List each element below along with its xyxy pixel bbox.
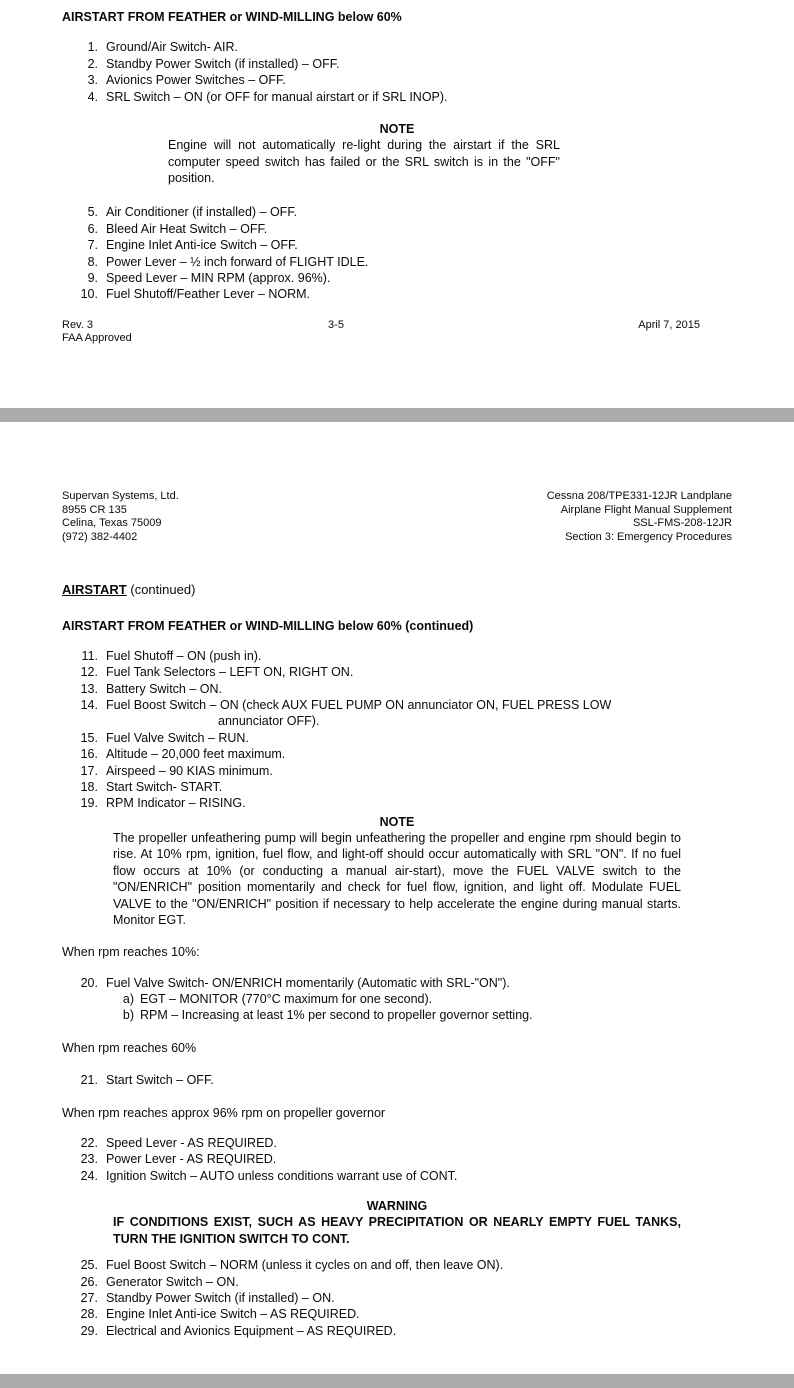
checklist-item — [62, 1274, 732, 1290]
when-rpm-96: When rpm reaches approx 96% rpm on propeller governor — [62, 1105, 386, 1120]
checklist-item — [62, 204, 732, 220]
checklist-item — [62, 664, 732, 680]
item-text: Generator Switch – ON. — [106, 1274, 239, 1289]
header-line: Supervan Systems, Ltd. — [62, 490, 179, 502]
section-title — [62, 581, 732, 598]
item-number: 24. — [80, 1168, 98, 1183]
item-number: 14. — [80, 698, 98, 713]
header-line: Celina, Texas 75009 — [62, 517, 162, 530]
sub-item-text: RPM – Increasing at least 1% per second to propeller governor setting. — [140, 1008, 533, 1023]
warning-body: IF CONDITIONS EXIST, SUCH AS HEAVY PRECIPITATION OR NEARLY EMPTY FUEL TANKS, TURN THE IGNITION SWITCH TO CONT. — [113, 1215, 681, 1246]
checklist-5-10 — [62, 204, 732, 302]
checklist-item — [62, 648, 732, 664]
checklist-item — [62, 746, 732, 762]
item-number: 13. — [80, 681, 98, 696]
page-divider — [0, 408, 794, 422]
item-text: Altitude – 20,000 feet maximum. — [106, 747, 286, 762]
item-number: 10. — [80, 287, 98, 302]
header-line: 8955 CR 135 — [62, 503, 127, 516]
item-text: Power Lever - AS REQUIRED. — [106, 1152, 277, 1167]
item-number: 19. — [80, 796, 98, 811]
section-title-suffix: (continued) — [126, 581, 196, 597]
note-block-2 — [62, 814, 732, 929]
checklist-item — [62, 1168, 732, 1184]
warning-block — [62, 1198, 732, 1247]
page-divider-bottom — [0, 1374, 794, 1388]
when-rpm-60: When rpm reaches 60% — [62, 1040, 197, 1055]
page-header — [62, 490, 732, 545]
checklist-item — [62, 1072, 732, 1088]
item-number: 23. — [80, 1152, 98, 1167]
checklist-item — [62, 1257, 732, 1273]
checklist-item — [62, 681, 732, 697]
revision-label: Rev. 3 — [62, 318, 93, 331]
sub-item-text: EGT – MONITOR (770°C maximum for one second). — [140, 992, 433, 1007]
checklist-item — [62, 730, 732, 746]
item-text: Power Lever – ½ inch forward of FLIGHT IDLE. — [106, 254, 369, 269]
item-text: Avionics Power Switches – OFF. — [106, 73, 286, 88]
checklist-item — [62, 72, 732, 88]
item-text: Standby Power Switch (if installed) – ON. — [106, 1290, 335, 1305]
checklist-item — [62, 89, 732, 105]
checklist-item — [62, 39, 732, 55]
header-line: SSL-FMS-208-12JR — [632, 517, 732, 530]
item-number: 3. — [87, 73, 98, 88]
checklist-21 — [62, 1072, 732, 1088]
checklist-item — [62, 975, 732, 991]
item-number: 25. — [80, 1258, 98, 1273]
item-text: Battery Switch – ON. — [106, 681, 223, 696]
checklist-item — [62, 286, 732, 302]
checklist-1-4 — [62, 39, 732, 105]
item-number: 21. — [80, 1073, 98, 1088]
item-text: Ground/Air Switch- AIR. — [106, 40, 238, 55]
page-footer — [62, 319, 732, 347]
item-number: 15. — [80, 730, 98, 745]
item-text: Speed Lever – MIN RPM (approx. 96%). — [106, 270, 331, 285]
item-text: SRL Switch – ON (or OFF for manual airstart or if SRL INOP). — [106, 89, 448, 104]
checklist-item — [62, 795, 732, 811]
checklist-item — [62, 254, 732, 270]
item-number: 16. — [80, 747, 98, 762]
checklist-22-24 — [62, 1135, 732, 1184]
item-number: 12. — [80, 665, 98, 680]
item-number: 7. — [87, 238, 98, 253]
item-number: 18. — [80, 779, 98, 794]
when-rpm-10: When rpm reaches 10%: — [62, 945, 200, 960]
note-block — [62, 121, 732, 187]
checklist-item — [62, 763, 732, 779]
note-body: The propeller unfeathering pump will begin unfeathering the propeller and engine rpm should begin to rise. At 10% rpm, ignition, fuel flow, and light-off should occur automatically with SRL "ON". If no fuel flow occurs at 10% (or conducting a manual air-start), move the FUEL VALVE switch to the "ON/ENRICH" position momentarily and check for fuel flow, ignition, and light off. Modulate FUEL VALVE to the "ON/ENRICH" position if necessary to help accelerate the engine during manual starts. Monitor EGT. — [113, 831, 681, 927]
checklist-item — [62, 779, 732, 795]
item-number: 27. — [80, 1290, 98, 1305]
company-address — [62, 490, 179, 545]
checklist-item — [62, 270, 732, 286]
sub-item — [114, 1007, 732, 1023]
sub-item-letter: a) — [122, 992, 134, 1007]
note-body: Engine will not automatically re-light during the airstart if the SRL computer speed switch has failed or the SRL switch is in the "OFF" position. — [168, 138, 560, 185]
item-text: Ignition Switch – AUTO unless conditions warrant use of CONT. — [106, 1168, 458, 1183]
item-text: Fuel Valve Switch – RUN. — [106, 730, 249, 745]
sub-item-letter: b) — [122, 1008, 134, 1023]
document-reference — [547, 490, 732, 545]
item-text: Fuel Shutoff – ON (push in). — [106, 648, 262, 663]
item-number: 29. — [80, 1323, 98, 1338]
header-line: Section 3: Emergency Procedures — [565, 530, 732, 543]
item-text: Start Switch – OFF. — [106, 1073, 214, 1088]
page-number: 3-5 — [328, 318, 344, 331]
item-number: 4. — [87, 89, 98, 104]
item-text: Fuel Tank Selectors – LEFT ON, RIGHT ON. — [106, 665, 354, 680]
checklist-item — [62, 221, 732, 237]
checklist-item — [62, 1290, 732, 1306]
item-number: 5. — [87, 205, 98, 220]
sublist-a-b — [114, 991, 732, 1024]
checklist-25-29 — [62, 1257, 732, 1339]
item-text: Start Switch- START. — [106, 779, 223, 794]
warning-title: WARNING — [366, 1199, 428, 1214]
item-text: Fuel Valve Switch- ON/ENRICH momentarily (Automatic with SRL-"ON"). — [106, 975, 510, 990]
item-number: 8. — [87, 254, 98, 269]
item-number: 22. — [80, 1135, 98, 1150]
page-2 — [0, 422, 794, 1339]
footer-date: April 7, 2015 — [638, 318, 701, 331]
item-text: Engine Inlet Anti-ice Switch – AS REQUIRED. — [106, 1307, 360, 1322]
section-title-main: AIRSTART — [62, 581, 127, 597]
checklist-item — [62, 1151, 732, 1167]
header-line: (972) 382-4402 — [62, 530, 138, 543]
item-text: Fuel Shutoff/Feather Lever – NORM. — [106, 287, 311, 302]
item-number: 20. — [80, 975, 98, 990]
checklist-item — [62, 56, 732, 72]
item-text: Engine Inlet Anti-ice Switch – OFF. — [106, 238, 298, 253]
note-title: NOTE — [379, 121, 415, 136]
item-text: Speed Lever - AS REQUIRED. — [106, 1135, 277, 1150]
header-line: Cessna 208/TPE331-12JR Landplane — [546, 490, 732, 502]
header-line: Airplane Flight Manual Supplement — [560, 503, 732, 516]
procedure-subheading: AIRSTART FROM FEATHER or WIND-MILLING below 60% (continued) — [62, 618, 474, 633]
item-number: 9. — [87, 270, 98, 285]
item-number: 28. — [80, 1307, 98, 1322]
item-number: 17. — [80, 763, 98, 778]
item-number: 11. — [81, 648, 98, 663]
item-number: 26. — [80, 1274, 98, 1289]
sub-item — [114, 991, 732, 1007]
checklist-item — [62, 237, 732, 253]
checklist-item — [62, 1135, 732, 1151]
item-number: 1. — [87, 40, 98, 55]
item-text: Fuel Boost Switch – ON (check AUX FUEL PUMP ON annunciator ON, FUEL PRESS LOW annunciator OFF). — [106, 698, 612, 729]
item-text: Airspeed – 90 KIAS minimum. — [106, 763, 273, 778]
item-number: 2. — [87, 56, 98, 71]
item-number: 6. — [87, 221, 98, 236]
item-text: Fuel Boost Switch – NORM (unless it cycles on and off, then leave ON). — [106, 1258, 504, 1273]
checklist-11-19 — [62, 648, 732, 812]
checklist-item — [62, 1323, 732, 1339]
checklist-item — [62, 697, 732, 730]
item-text: RPM Indicator – RISING. — [106, 796, 246, 811]
page-1 — [0, 0, 794, 408]
item-text: Electrical and Avionics Equipment – AS REQUIRED. — [106, 1323, 397, 1338]
section-heading: AIRSTART FROM FEATHER or WIND-MILLING below 60% — [62, 10, 402, 24]
item-text: Air Conditioner (if installed) – OFF. — [106, 205, 298, 220]
item-text: Standby Power Switch (if installed) – OFF. — [106, 56, 340, 71]
note-title: NOTE — [379, 814, 415, 829]
item-text: Bleed Air Heat Switch – OFF. — [106, 221, 268, 236]
checklist-item — [62, 1306, 732, 1322]
approval-label: FAA Approved — [62, 332, 132, 345]
checklist-20 — [62, 975, 732, 991]
